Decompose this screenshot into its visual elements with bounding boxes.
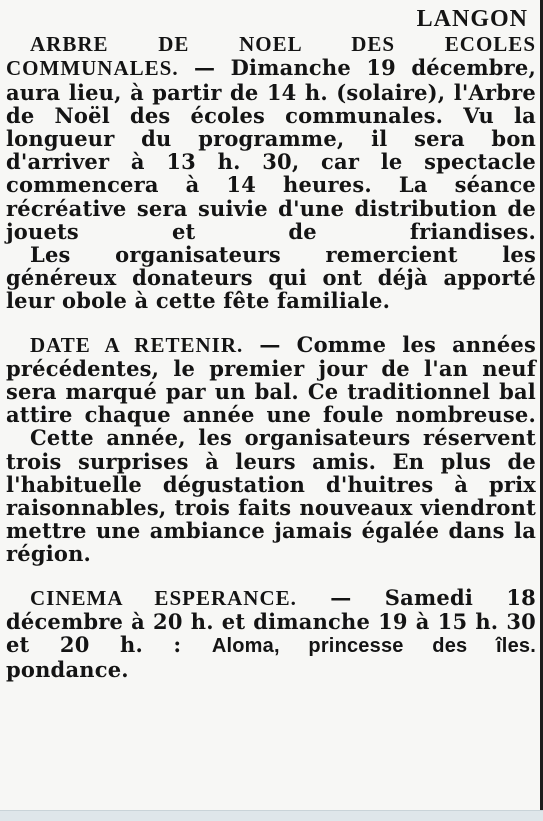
film-title: Aloma, princesse des îles. (211, 635, 536, 658)
paragraph-arbre-de-noel (6, 32, 536, 243)
section-gap (6, 313, 536, 333)
article-text (6, 8, 536, 681)
paragraph-cut-off (6, 658, 536, 681)
paragraph-date-a-retenir (6, 333, 536, 427)
paragraph-cinema (6, 586, 536, 659)
section-gap (6, 566, 536, 586)
section-title-arbre-de-noel: ARBRE DE NOEL DES ECOLES COMMUNALES. (6, 32, 536, 81)
section-body-arbre-de-noel: — Dimanche 19 décembre, aura lieu, à partir de 14 h. (solaire), l'Arbre de Noël des écoles communales. Vu la longueur du programme, il sera bon d'arriver à 13 h. 30, car le spectacle commencera à 14 heures. La séance récréative sera suivie d'une distribution de jouets et de friandises. (6, 55, 536, 244)
paragraph-organisateurs (6, 243, 536, 313)
paragraph-surprises (6, 426, 536, 565)
section-body-date-a-retenir: — Comme les années précédentes, le premier jour de l'an neuf sera marqué par un bal. Ce traditionnel bal attire chaque année une foule nombreuse. (6, 331, 537, 428)
scan-border-bottom (0, 810, 543, 821)
section-text-organisateurs: Les organisateurs remercient les généreux donateurs qui ont déjà apporté leur obole à cette fête familiale. (6, 242, 536, 314)
section-title-cinema: CINEMA ESPERANCE. (30, 585, 297, 610)
town-heading: LANGON (416, 6, 528, 32)
cut-off-text: pondance. (6, 657, 129, 683)
section-title-date-a-retenir: DATE A RETENIR. (30, 332, 244, 357)
section-text-surprises: Cette année, les organisateurs réservent trois surprises à leurs amis. En plus de l'habituelle dégustation d'huitres à prix raisonnables, trois faits nouveaux viendront mettre une ambiance jamais égalée dans la région. (6, 425, 536, 567)
section-body-cinema: — Samedi 18 décembre à 20 h. et dimanche 19 à 15 h. 30 et 20 h. : (6, 584, 536, 658)
